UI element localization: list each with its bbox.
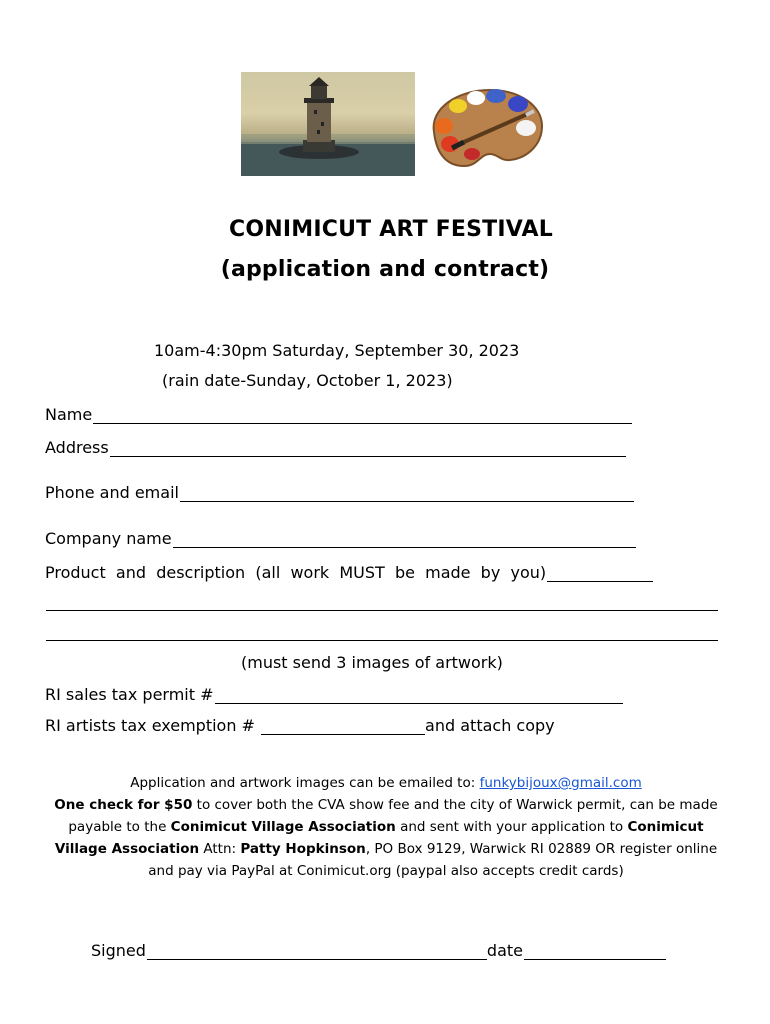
contact-name: Patty Hopkinson	[240, 841, 366, 857]
instructions-paragraph	[46, 772, 726, 882]
name-row	[45, 405, 632, 424]
product-row	[45, 563, 653, 582]
phone-email-label: Phone and email	[45, 483, 179, 502]
email-line	[46, 772, 726, 794]
product-field[interactable]	[547, 567, 653, 582]
date-label: date	[486, 941, 523, 960]
company-field[interactable]	[173, 533, 636, 548]
phone-email-field[interactable]	[180, 487, 634, 502]
product-label: Product and description (all work MUST be made by you)	[45, 563, 547, 582]
signed-label: Signed	[91, 941, 146, 960]
sales-tax-field[interactable]	[215, 689, 623, 704]
address-label: Address	[45, 438, 109, 457]
payment-text-2: and sent with your application to	[395, 819, 628, 835]
signature-field[interactable]	[147, 945, 487, 960]
paint-palette-image	[428, 84, 546, 170]
exemption-row	[45, 716, 555, 735]
attn-text: Attn:	[199, 841, 241, 857]
mailing-address-text: , PO Box 9129, Warwick RI 02889 OR register online and pay via PayPal at Conimicut.org (paypal also accepts credit cards)	[148, 841, 718, 879]
name-label: Name	[45, 405, 93, 424]
phone-email-row	[45, 483, 634, 502]
exemption-suffix: and attach copy	[425, 716, 555, 735]
org-name-2: Conimicut Village Association	[54, 819, 704, 857]
sales-tax-row	[45, 685, 623, 704]
images-note: (must send 3 images of artwork)	[241, 653, 503, 672]
address-field[interactable]	[110, 442, 626, 457]
company-row	[45, 529, 636, 548]
company-label: Company name	[45, 529, 172, 548]
email-intro-text: Application and artwork images can be emailed to:	[130, 775, 480, 791]
sales-tax-label: RI sales tax permit #	[45, 685, 214, 704]
event-time: 10am-4:30pm Saturday, September 30, 2023	[154, 341, 520, 360]
rain-date: (rain date-Sunday, October 1, 2023)	[162, 371, 453, 390]
date-field[interactable]	[524, 945, 666, 960]
payment-text	[46, 794, 726, 882]
product-line-3[interactable]	[46, 628, 718, 641]
page-subtitle: (application and contract)	[220, 257, 550, 282]
check-amount: One check for $50	[54, 797, 193, 813]
page-title: CONIMICUT ART FESTIVAL	[229, 217, 553, 242]
exemption-label: RI artists tax exemption #	[45, 716, 261, 735]
email-link[interactable]: funkybijoux@gmail.com	[479, 775, 642, 791]
product-line-2[interactable]	[46, 598, 718, 611]
address-row	[45, 438, 626, 457]
org-name-1: Conimicut Village Association	[170, 819, 396, 835]
name-field[interactable]	[93, 409, 632, 424]
signature-row	[91, 941, 666, 960]
exemption-field[interactable]	[261, 720, 425, 735]
payment-text-1: to cover both the CVA show fee and the city of Warwick permit, can be made payable to the	[68, 797, 718, 835]
lighthouse-image	[241, 72, 415, 176]
